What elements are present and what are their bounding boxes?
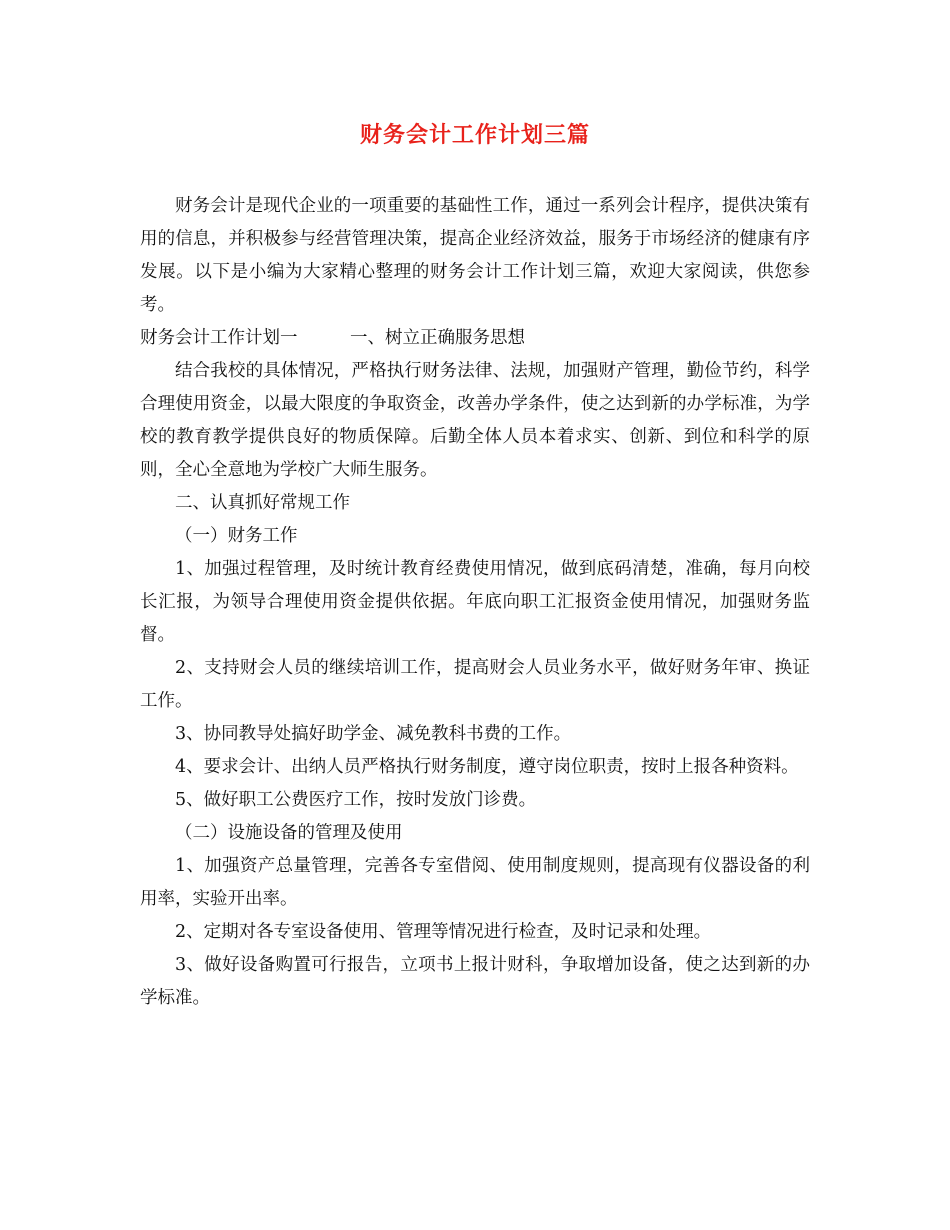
section-two-heading: 二、认真抓好常规工作 [175,493,350,513]
service-thought-paragraph: 结合我校的具体情况，严格执行财务法律、法规，加强财产管理，勤俭节约，科学合理使用资金，以最大限度的争取资金，改善办学条件，使之达到新的办学标准，为学校的教育教学提供良好的物质保障。后勤全体人员本着求实、创新、到位和科学的原则，全心全意地为学校广大师生服务。 [140,361,810,480]
list-item: 2、支持财会人员的继续培训工作，提高财会人员业务水平，做好财务年审、换证工作。 [140,658,810,711]
list-item: 3、做好设备购置可行报告，立项书上报计财科，争取增加设备，使之达到新的办学标准。 [140,955,810,1008]
document-body [140,190,810,1015]
list-item: 3、协同教导处搞好助学金、减免教科书费的工作。 [175,724,572,744]
plan-one-heading: 财务会计工作计划一 一、树立正确服务思想 [140,328,525,348]
facilities-subheading: （二）设施设备的管理及使用 [175,823,403,843]
intro-paragraph: 财务会计是现代企业的一项重要的基础性工作，通过一系列会计程序，提供决策有用的信息，并积极参与经营管理决策，提高企业经济效益，服务于市场经济的健康有序发展。以下是小编为大家精心整理的财务会计工作计划三篇，欢迎大家阅读，供您参考。 [140,196,810,315]
finance-work-subheading: （一）财务工作 [175,526,298,546]
list-item: 1、加强资产总量管理，完善各专室借阅、使用制度规则，提高现有仪器设备的利用率，实验开出率。 [140,856,810,909]
list-item: 5、做好职工公费医疗工作，按时发放门诊费。 [175,790,537,810]
list-item: 2、定期对各专室设备使用、管理等情况进行检查，及时记录和处理。 [175,922,712,942]
document-title: 财务会计工作计划三篇 [359,122,590,148]
list-item: 1、加强过程管理，及时统计教育经费使用情况，做到底码清楚，准确，每月向校长汇报，为领导合理使用资金提供依据。年底向职工汇报资金使用情况，加强财务监督。 [140,559,810,645]
list-item: 4、要求会计、出纳人员严格执行财务制度，遵守岗位职责，按时上报各种资料。 [175,757,799,777]
